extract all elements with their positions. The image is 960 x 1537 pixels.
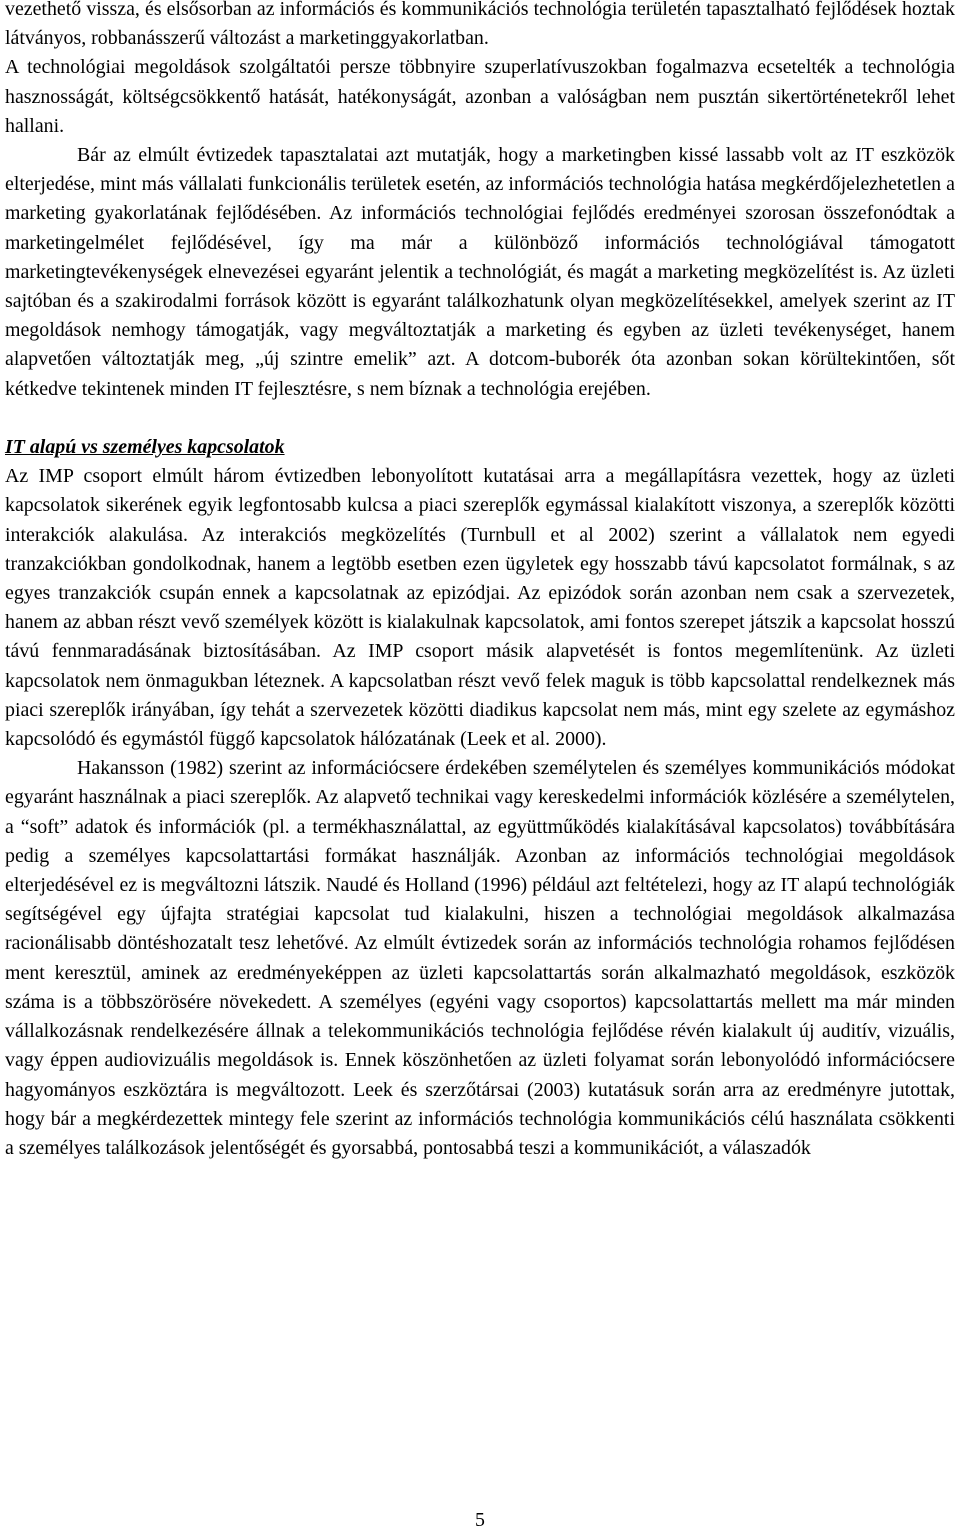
document-page [5, 0, 955, 1163]
paragraph-hakansson: Hakansson (1982) szerint az információcsere érdekében személytelen és személyes kommunikációs módokat egyaránt használnak a piaci szereplők. Az alapvető technikai vagy kereskedelmi információk közlésére a személytelen, a “soft” adatok és információk (pl. a termékhasználattal, az együttműködés kialakításával kapcsolatos) továbbítására pedig a személyes kapcsolattartási formákat használják. Azonban az információs technológiai megoldások elterjedésével ez is megváltozni látszik. Naudé és Holland (1996) például azt feltételezi, hogy az IT alapú technológiák segítségével egy újfajta stratégiai kapcsolat tud kialakulni, hiszen a technológiai megoldások alkalmazása racionálisabb döntéshozatalt tesz lehetővé. Az elmúlt évtizedek során az információs technológia rohamos fejlődésen ment keresztül, aminek az eredményeképpen az üzleti kapcsolattartás során alkalmazható megoldások, eszközök száma is a többszörösére növekedett. A személyes (egyéni vagy csoportos) kapcsolattartás mellett ma már minden vállalkozásnak rendelkezésére állnak a telekommunikációs technológia fejlődése révén kialakult új auditív, vizuális, vagy éppen audiovizuális megoldások is. Ennek köszönhetően az üzleti folyamat során lebonyolódó információcsere hagyományos eszköztára is megváltozott. Leek és szerzőtársai (2003) kutatásuk során arra az eredményre jutottak, hogy bár a megkérdezettek mintegy fele szerint az információs technológia kommunikációs célú használata csökkenti a személyes találkozások jelentőségét és gyorsabbá, pontosabbá teszi a kommunikációt, a válaszadók [5, 757, 955, 1159]
spacer [5, 404, 955, 433]
paragraph-intro-end: vezethető vissza, és elsősorban az információs és kommunikációs technológia területén tapasztalható fejlődések hoztak látványos, robbanásszerű változást a marketinggyakorlatban. [5, 0, 955, 50]
page-number: 5 [475, 1509, 485, 1531]
paragraph-imp-group: Az IMP csoport elmúlt három évtizedben lebonyolított kutatásai arra a megállapításra vezettek, hogy az üzleti kapcsolatok sikerének egyik legfontosabb kulcsa a piaci szereplők egymással kialakított viszonya, a szereplők közötti interakciók alakulása. Az interakciós megközelítés (Turnbull et al 2002) szerint a vállalatok nem egyedi tranzakciókban gondolkodnak, hanem a legtöbb esetben ezen ügyletek egy hosszabb távú kapcsolatot formálnak, s az egyes tranzakciók csupán ennek a kapcsolatnak az epizódjai. Az epizódok során azonban nem csak a szervezetek, hanem az abban részt vevő személyek között is kialakulnak kapcsolatok, ami fontos szerepet játszik a kapcsolat hosszú távú fennmaradásának biztosításában. Az IMP csoport másik alapvetését is fontos megemlítenünk. Az üzleti kapcsolatok nem önmagukban léteznek. A kapcsolatban részt vevő felek maguk is több kapcsolattal rendelkeznek más piaci szereplők irányában, így tehát a szervezetek közötti diadikus kapcsolat nem más, mint egy szelete az egymáshoz kapcsolódó és egymástól függő kapcsolatok hálózatának (Leek et al. 2000). [5, 465, 955, 751]
paragraph-technology-providers: A technológiai megoldások szolgáltatói persze többnyire szuperlatívuszokban fogalmazva ecsetelték a technológia hasznosságát, költségcsökkentő hatását, hatékonyságát, azonban a valóságban nem pusztán sikertörténetekről lehet hallani. [5, 56, 955, 137]
paragraph-it-in-marketing: Bár az elmúlt évtizedek tapasztalatai azt mutatják, hogy a marketingben kissé lassabb volt az IT eszközök elterjedése, mint más vállalati funkcionális területek esetén, az információs technológia hatása megkérdőjelezhetetlen a marketing gyakorlatának fejlődésében. Az információs technológiai fejlődés eredményei szorosan összefonódtak a marketingelmélet fejlődésével, így ma már a különböző információs technológiával támogatott marketingtevékenységek elnevezései egyaránt jelentik a technológiát, és magát a marketing megközelítést is. Az üzleti sajtóban és a szakirodalmi források között is egyaránt találkozhatunk olyan megközelítésekkel, amelyek szerint az IT megoldások nemhogy támogatják, vagy megváltoztatják a marketing és egyben az üzleti tevékenységet, hanem alapvetően változtatják meg, „új szintre emelik” azt. A dotcom-buborék óta azonban sokan körültekintően, sőt kétkedve tekintenek minden IT fejlesztésre, s nem bíznak a technológia erejében. [5, 144, 955, 400]
section-heading: IT alapú vs személyes kapcsolatok [5, 436, 285, 459]
